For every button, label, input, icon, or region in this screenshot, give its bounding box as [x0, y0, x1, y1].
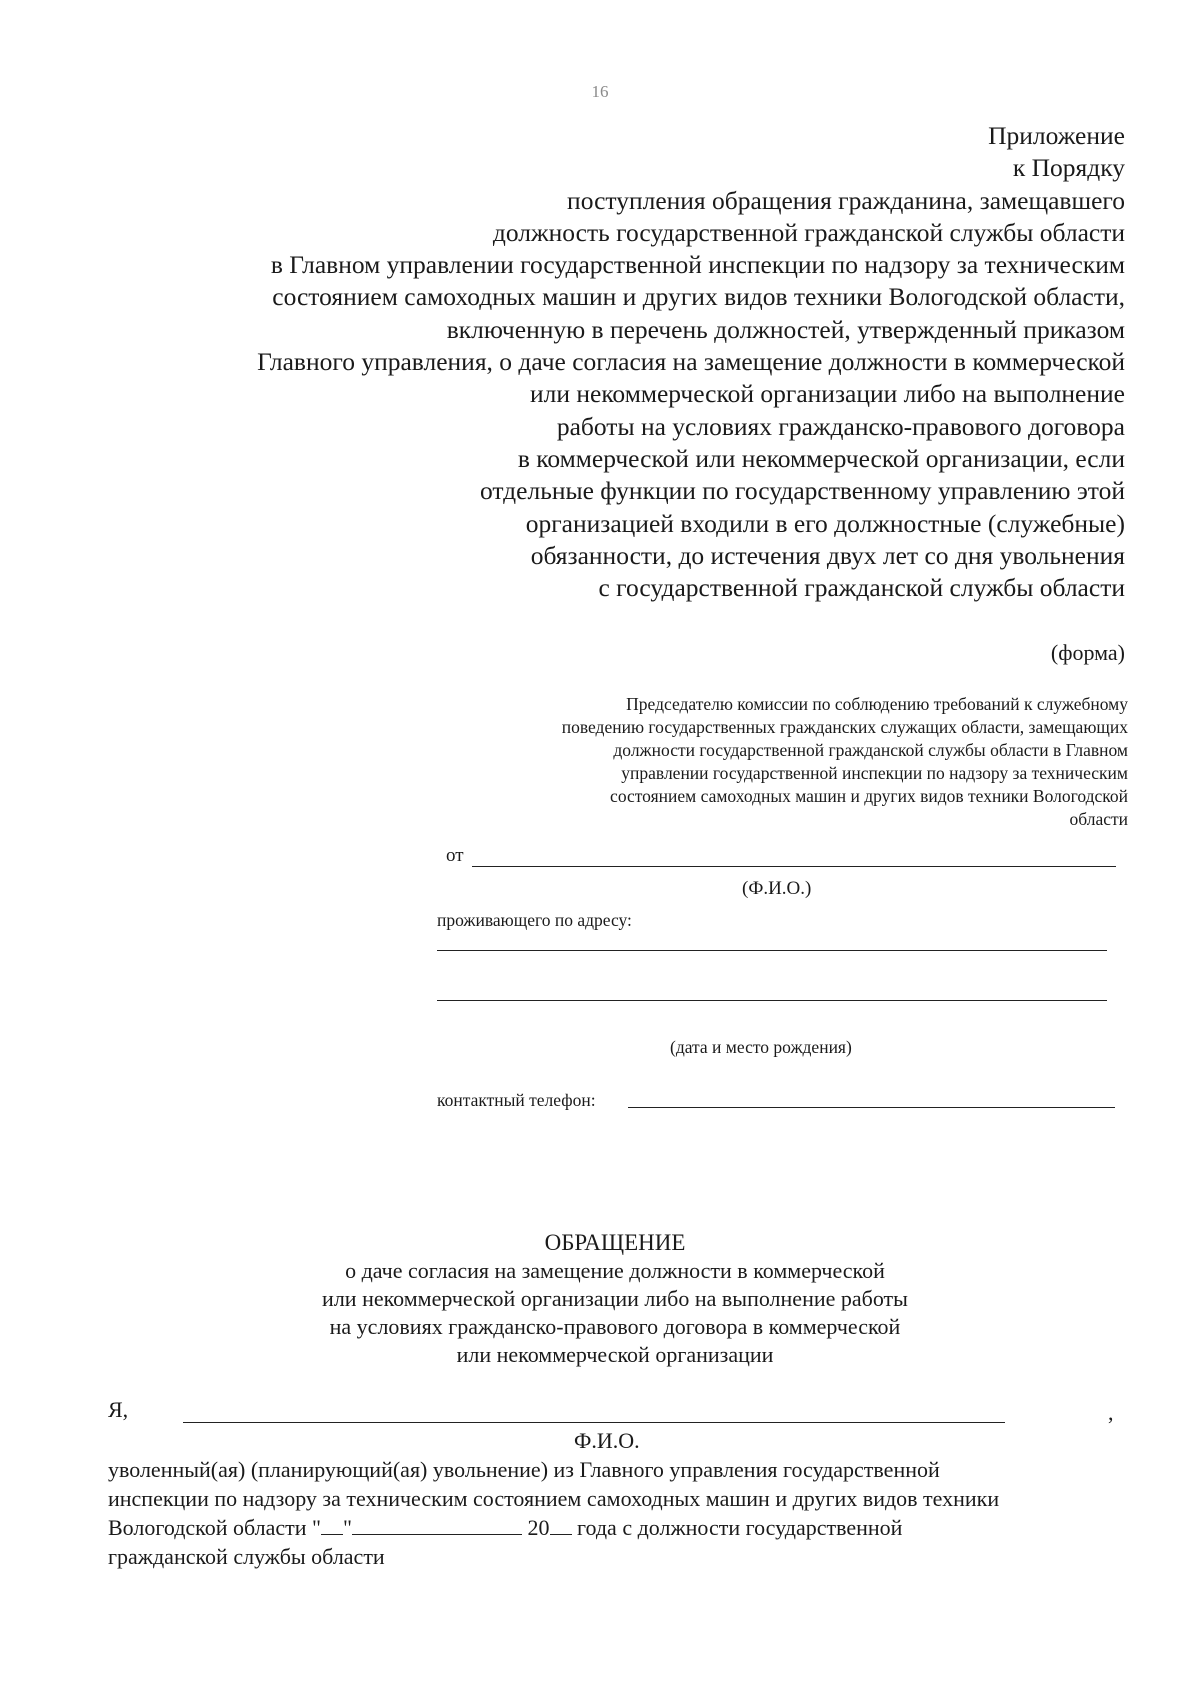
declaration-text-part: Вологодской области ": [108, 1515, 322, 1540]
annex-line: состоянием самоходных машин и других видов техники Вологодской области,: [272, 282, 1125, 312]
page-number: 16: [591, 82, 609, 101]
annex-line: с государственной гражданской службы области: [598, 573, 1125, 603]
annex-line: включенную в перечень должностей, утвержденный приказом: [446, 314, 1125, 344]
applicant-fio-caption: Ф.И.О.: [574, 1428, 640, 1453]
annex-line: в коммерческой или некоммерческой организации, если: [517, 443, 1125, 473]
addressee-line: области: [1069, 809, 1128, 829]
comma: ,: [1108, 1400, 1114, 1425]
i-label: Я,: [108, 1397, 129, 1422]
addressee-line: должности государственной гражданской службы области в Главном: [613, 740, 1128, 760]
annex-line: поступления обращения гражданина, замещавшего: [567, 185, 1125, 215]
fio-caption: (Ф.И.О.): [742, 878, 812, 899]
day-field[interactable]: [321, 1534, 343, 1535]
addressee-line: состоянием самоходных машин и других видов техники Вологодской: [610, 786, 1128, 806]
declaration-text-part: 20: [522, 1515, 550, 1540]
phone-label: контактный телефон:: [437, 1090, 596, 1110]
annex-line: отдельные функции по государственному управлению этой: [479, 476, 1125, 506]
title-line: или некоммерческой организации: [456, 1342, 774, 1367]
annex-line: обязанности, до истечения двух лет со дня увольнения: [530, 540, 1125, 570]
applicant-fio-line[interactable]: [183, 1422, 1005, 1423]
addressee-line: поведению государственных гражданских служащих области, замещающих: [561, 717, 1128, 737]
declaration-line: инспекции по надзору за техническим состоянием самоходных машин и других видов техники: [108, 1486, 1000, 1511]
addressee-line: Председателю комиссии по соблюдению требований к служебному: [626, 694, 1128, 714]
address-line-1[interactable]: [437, 950, 1107, 951]
addressee-line: управлении государственной инспекции по надзору за техническим: [621, 763, 1128, 783]
address-label: проживающего по адресу:: [437, 910, 632, 930]
form-label: (форма): [1050, 640, 1125, 665]
annex-line: к Порядку: [1012, 153, 1125, 183]
from-label: от: [446, 845, 464, 866]
addressee-block: [562, 693, 1128, 831]
annex-header: [257, 120, 1125, 604]
declaration-line: уволенный(ая) (планирующий(ая) увольнение) из Главного управления государственной: [108, 1457, 940, 1482]
title-line: о даче согласия на замещение должности в коммерческой: [345, 1258, 885, 1283]
year-field[interactable]: [550, 1534, 572, 1535]
annex-line: Приложение: [988, 121, 1125, 150]
birth-caption: (дата и место рождения): [670, 1037, 852, 1057]
annex-line: организацией входили в его должностные (служебные): [525, 508, 1125, 538]
annex-line: Главного управления, о даче согласия на замещение должности в коммерческой: [257, 347, 1125, 377]
annex-line: должность государственной гражданской службы области: [492, 217, 1125, 247]
title-description: [0, 1257, 1200, 1369]
document-title: ОБРАЩЕНИЕ: [544, 1230, 686, 1255]
title-line: или некоммерческой организации либо на выполнение работы: [322, 1286, 908, 1311]
declaration-text: [108, 1455, 999, 1571]
phone-line[interactable]: [628, 1107, 1115, 1108]
annex-line: в Главном управлении государственной инспекции по надзору за техническим: [270, 250, 1125, 280]
declaration-text-part: ": [343, 1515, 353, 1540]
declaration-line: гражданской службы области: [108, 1544, 385, 1569]
address-line-2[interactable]: [437, 1000, 1107, 1001]
title-line: на условиях гражданско-правового договора в коммерческой: [329, 1314, 901, 1339]
annex-line: работы на условиях гражданско-правового договора: [556, 411, 1125, 441]
month-field[interactable]: [352, 1534, 522, 1535]
annex-line: или некоммерческой организации либо на выполнение: [529, 379, 1125, 409]
declaration-line-date: [108, 1513, 999, 1542]
from-fio-line[interactable]: [472, 866, 1116, 867]
declaration-text-part: года с должности государственной: [571, 1515, 903, 1540]
